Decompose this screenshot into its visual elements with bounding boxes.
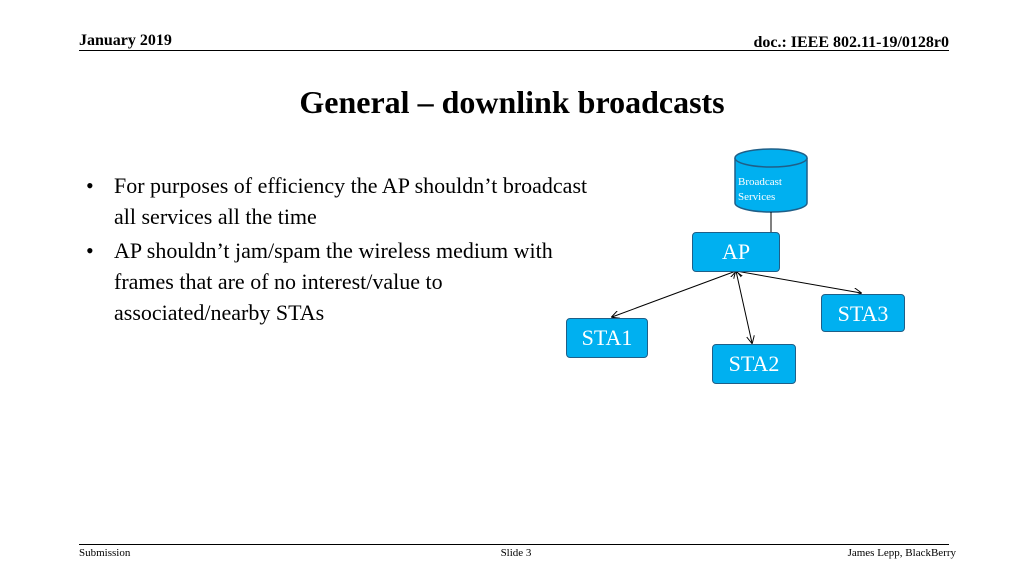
node-sta2: STA2 xyxy=(712,344,796,384)
footer-author: James Lepp, BlackBerry xyxy=(847,547,956,559)
node-sta1: STA1 xyxy=(566,318,648,358)
arrow-ap-sta2 xyxy=(736,271,752,343)
bullet-dot: • xyxy=(86,238,94,263)
database-label-line2: Services xyxy=(738,191,776,203)
bullet-text: For purposes of efficiency the AP shouldn’t broadcast all services all the time xyxy=(114,173,588,229)
header-doc-id: doc.: IEEE 802.11-19/0128r0 xyxy=(753,34,949,51)
database-label-line1: Broadcast xyxy=(738,176,782,188)
footer-slide-number: Slide 3 xyxy=(500,547,532,559)
node-ap: AP xyxy=(692,232,780,272)
node-sta3: STA3 xyxy=(821,294,905,332)
slide-title: General – downlink broadcasts xyxy=(299,84,725,120)
arrow-ap-sta1 xyxy=(612,271,736,317)
footer-submission: Submission xyxy=(79,547,131,559)
header-date: January 2019 xyxy=(79,32,172,49)
arrow-ap-sta3 xyxy=(736,271,861,293)
footer-rule xyxy=(79,544,949,545)
bullet-dot: • xyxy=(86,173,94,198)
database-label xyxy=(738,175,804,205)
bullet-text: AP shouldn’t jam/spam the wireless medium with frames that are of no interest/value to associated/nearby STAs xyxy=(114,238,553,325)
